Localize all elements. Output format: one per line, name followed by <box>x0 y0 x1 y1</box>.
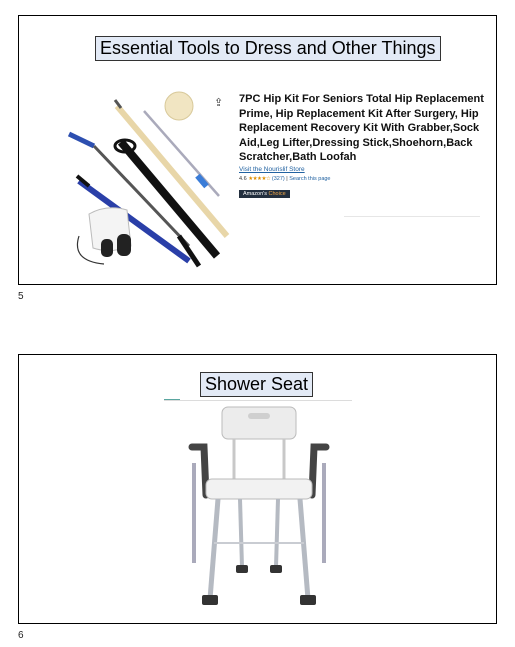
store-link[interactable]: Visit the Nourislif Store <box>239 165 305 173</box>
page-number: 5 <box>18 291 24 302</box>
slide-title: Shower Seat <box>200 372 313 397</box>
hip-kit-product-image <box>49 86 239 271</box>
amazons-choice-badge <box>239 190 290 198</box>
rating-value: 4.6 <box>239 175 247 182</box>
star-rating-icon[interactable]: ★★★★☆ <box>248 175 271 182</box>
rating-row <box>239 176 489 182</box>
product-title[interactable]: 7PC Hip Kit For Seniors Total Hip Replacement Prime, Hip Replacement Kit After Surgery, Hip Replacement Recovery Kit With Grabber,Sock Aid,Leg Lifter,Dressing Stick,Shoehorn,Back Scratcher,Bath Loofah <box>239 93 484 163</box>
slide-6 <box>18 354 497 624</box>
search-page-link[interactable]: Search this page <box>289 175 331 182</box>
separator: | <box>286 175 288 182</box>
review-count[interactable]: (327) <box>271 175 285 182</box>
badge-prefix: Amazon's <box>243 190 267 197</box>
slide-5 <box>18 15 497 285</box>
product-listing <box>239 92 489 200</box>
divider <box>164 400 352 401</box>
divider <box>344 216 480 217</box>
slide-title: Essential Tools to Dress and Other Things <box>95 36 441 61</box>
badge-choice: Choice <box>268 190 286 197</box>
share-icon[interactable]: ⇪ <box>214 97 224 109</box>
shower-seat-image <box>184 403 334 615</box>
page-number: 6 <box>18 630 24 641</box>
